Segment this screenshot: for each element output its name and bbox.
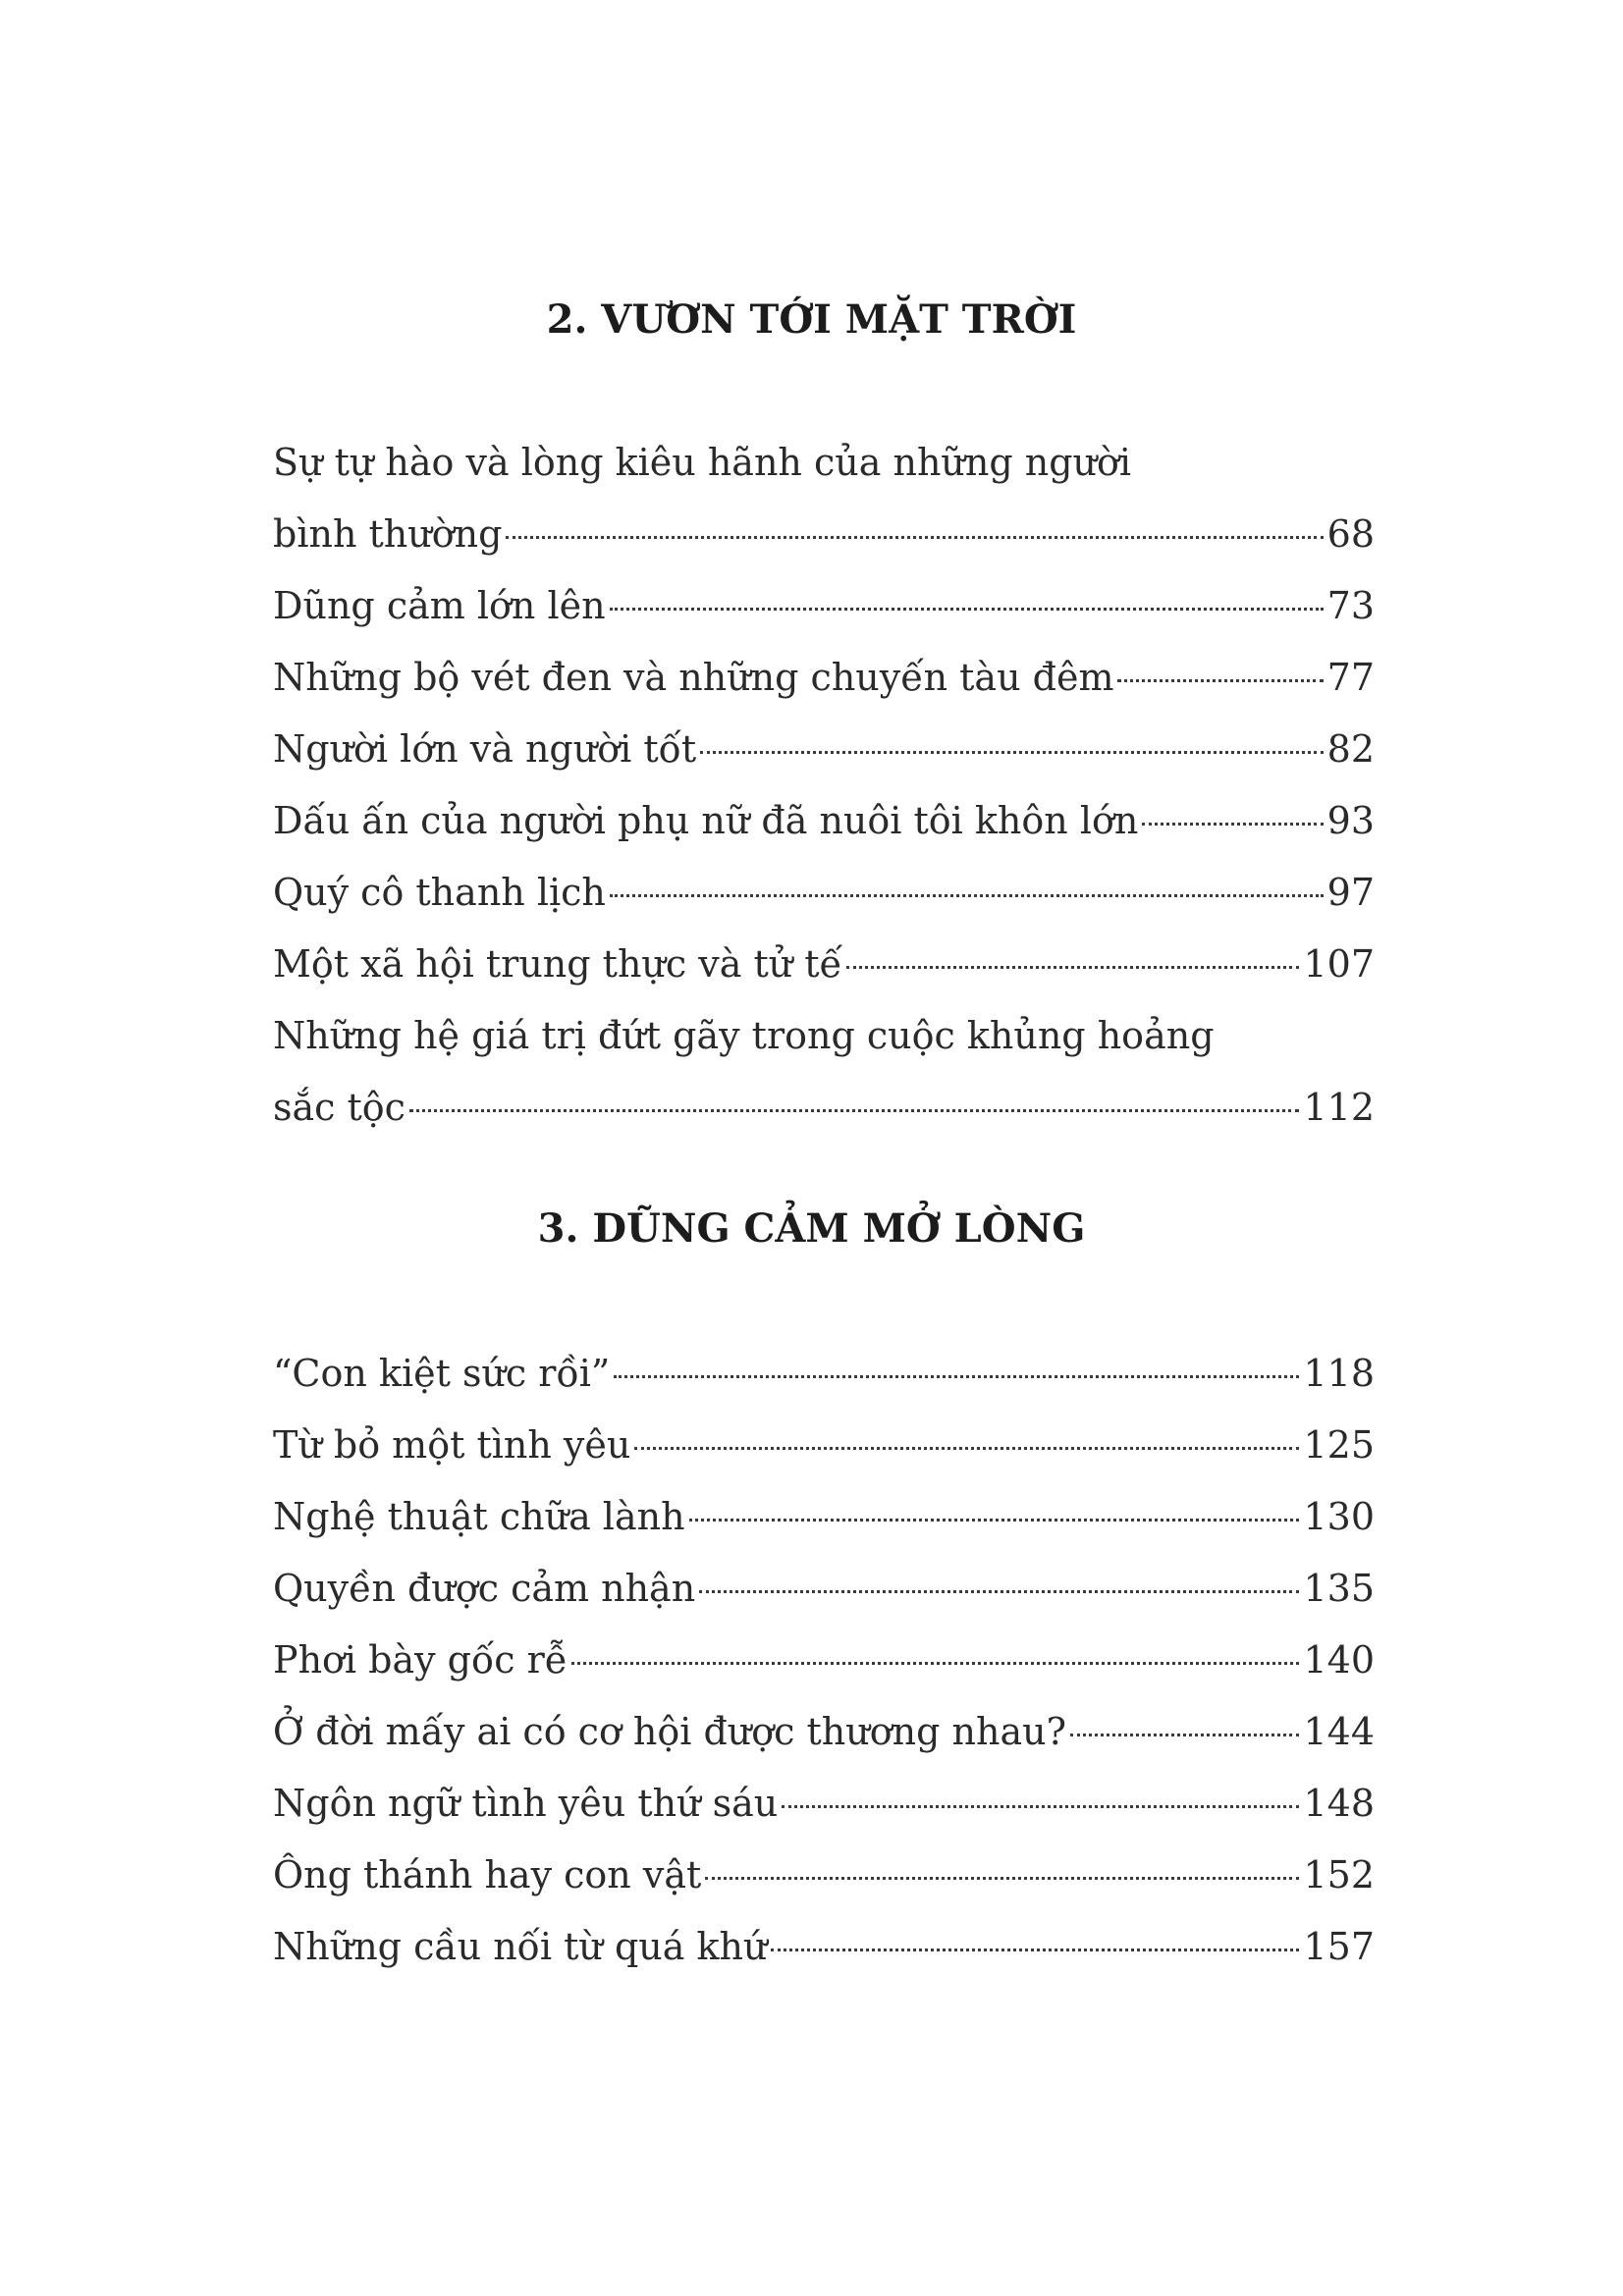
dot-leader [1142, 823, 1323, 826]
toc-entry-label: Ở đời mấy ai có cơ hội được thương nhau? [273, 1710, 1066, 1753]
toc-entry-label: Những bộ vét đen và những chuyến tàu đêm [273, 656, 1114, 699]
toc-entry[interactable] [273, 1840, 1375, 1911]
toc-entry-page: 77 [1326, 656, 1375, 699]
toc-list-section-2 [273, 427, 1375, 1144]
dot-leader [700, 751, 1324, 754]
toc-entry[interactable] [273, 1338, 1375, 1410]
toc-entry-page: 73 [1326, 584, 1375, 627]
dot-leader [846, 966, 1300, 969]
toc-entry-page: 144 [1303, 1710, 1375, 1753]
toc-entry-page: 135 [1303, 1567, 1375, 1610]
dot-leader [1117, 679, 1323, 682]
toc-entry-page: 107 [1303, 942, 1375, 986]
toc-entry-label-line1: Những hệ giá trị đứt gãy trong cuộc khủng hoảng [273, 1014, 1215, 1057]
dot-leader [699, 1590, 1299, 1593]
dot-leader [506, 536, 1323, 539]
dot-leader [571, 1662, 1299, 1665]
toc-list-section-3 [273, 1338, 1375, 1983]
toc-entry[interactable] [273, 857, 1375, 929]
toc-entry-page: 148 [1303, 1782, 1375, 1825]
toc-entry-page: 93 [1326, 799, 1375, 842]
toc-entry[interactable] [273, 785, 1375, 857]
toc-entry-label: Dũng cảm lớn lên [273, 584, 606, 627]
toc-entry[interactable] [273, 1481, 1375, 1553]
dot-leader [782, 1805, 1299, 1808]
toc-entry-label: Từ bỏ một tình yêu [273, 1423, 631, 1467]
section-title-2: 2. VƯƠN TỚI MẶT TRỜI [546, 296, 1077, 343]
dot-leader [610, 894, 1324, 897]
section-title-3: 3. DŨNG CẢM MỞ LÒNG [537, 1205, 1086, 1252]
toc-entry[interactable] [273, 427, 1375, 570]
toc-entry-page: 130 [1303, 1495, 1375, 1538]
toc-entry-label: Dấu ấn của người phụ nữ đã nuôi tôi khôn lớn [273, 799, 1139, 842]
toc-entry-page: 140 [1303, 1638, 1375, 1682]
dot-leader [1070, 1734, 1300, 1736]
toc-entry-page: 125 [1303, 1423, 1375, 1467]
toc-entry[interactable] [273, 1410, 1375, 1481]
toc-entry-label-line1: Sự tự hào và lòng kiêu hãnh của những người [273, 441, 1132, 484]
toc-entry[interactable] [273, 929, 1375, 1000]
toc-entry-label: Người lớn và người tốt [273, 727, 697, 771]
toc-entry-label: bình thường [273, 512, 503, 556]
dot-leader [634, 1447, 1299, 1450]
dot-leader [409, 1109, 1300, 1112]
dot-leader [610, 608, 1324, 611]
toc-entry-page: 112 [1303, 1086, 1375, 1129]
toc-entry[interactable] [273, 1000, 1375, 1144]
toc-entry-label: Phơi bày gốc rễ [273, 1638, 568, 1682]
toc-entry-page: 152 [1303, 1853, 1375, 1896]
toc-entry-page: 82 [1326, 727, 1375, 771]
toc-entry[interactable] [273, 570, 1375, 642]
toc-entry-label: sắc tộc [273, 1086, 406, 1129]
toc-entry[interactable] [273, 1553, 1375, 1625]
toc-entry-page: 157 [1303, 1925, 1375, 1968]
toc-entry-page: 68 [1326, 512, 1375, 556]
dot-leader [614, 1375, 1299, 1378]
toc-entry[interactable] [273, 1625, 1375, 1696]
toc-entry-page: 118 [1303, 1352, 1375, 1395]
toc-entry-label: Ngôn ngữ tình yêu thứ sáu [273, 1782, 779, 1825]
dot-leader [705, 1877, 1299, 1880]
toc-entry-label: Nghệ thuật chữa lành [273, 1495, 685, 1538]
dot-leader [771, 1949, 1299, 1951]
toc-entry[interactable] [273, 642, 1375, 714]
toc-entry-label: Quyền được cảm nhận [273, 1567, 696, 1610]
toc-entry-label: Ông thánh hay con vật [273, 1853, 702, 1896]
toc-entry[interactable] [273, 1696, 1375, 1768]
toc-entry-label: Quý cô thanh lịch [273, 871, 606, 914]
toc-entry[interactable] [273, 1768, 1375, 1840]
toc-entry[interactable] [273, 1911, 1375, 1983]
toc-entry-page: 97 [1326, 871, 1375, 914]
toc-entry-label: “Con kiệt sức rồi” [273, 1352, 611, 1395]
toc-entry-label: Những cầu nối từ quá khứ [273, 1925, 768, 1968]
dot-leader [689, 1519, 1300, 1522]
toc-entry[interactable] [273, 714, 1375, 785]
toc-entry-label: Một xã hội trung thực và tử tế [273, 942, 842, 986]
